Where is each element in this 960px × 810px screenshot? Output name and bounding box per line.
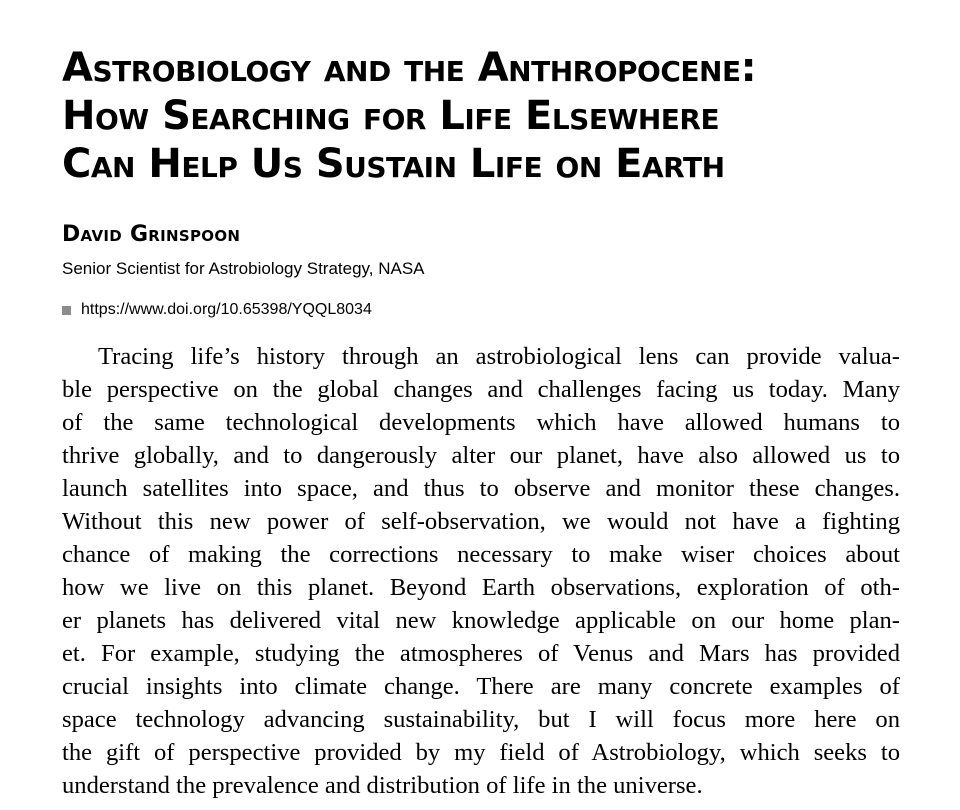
paragraph-line: Tracing life’s history through an astrobiological lens can provide valua- (98, 343, 900, 370)
abstract-paragraph (62, 340, 900, 802)
paragraph-line: how we live on this planet. Beyond Earth observations, exploration of oth- (62, 574, 900, 601)
paragraph-line: er planets has delivered vital new knowledge applicable on our home plan- (62, 607, 900, 634)
title-line: Can Help Us Sustain Life on Earth (62, 141, 725, 187)
paper-title (62, 44, 922, 188)
doi-line (62, 301, 372, 319)
paragraph-line: of the same technological developments which have allowed humans to (62, 409, 900, 436)
paragraph-line: ble perspective on the global changes and challenges facing us today. Many (62, 376, 900, 403)
paragraph-line: chance of making the corrections necessary to make wiser choices about (62, 541, 900, 568)
title-line: Astrobiology and the Anthropocene: (62, 45, 757, 91)
title-line: How Searching for Life Elsewhere (62, 93, 720, 139)
author-affiliation: Senior Scientist for Astrobiology Strategy, NASA (62, 259, 425, 278)
paragraph-line: launch satellites into space, and thus to observe and monitor these changes. (62, 475, 900, 502)
author-name: David Grinspoon (62, 222, 241, 247)
paragraph-line: space technology advancing sustainability, but I will focus more here on (62, 706, 900, 733)
square-bullet-icon (62, 306, 71, 315)
paragraph-line: Without this new power of self-observation, we would not have a fighting (62, 508, 900, 535)
paragraph-line: crucial insights into climate change. There are many concrete examples of (62, 673, 900, 700)
paragraph-line: the gift of perspective provided by my field of Astrobiology, which seeks to (62, 739, 900, 766)
paragraph-line: understand the prevalence and distribution of life in the universe. (62, 772, 703, 799)
paragraph-line: thrive globally, and to dangerously alter our planet, have also allowed us to (62, 442, 900, 469)
doi-link[interactable]: https://www.doi.org/10.65398/YQQL8034 (81, 301, 372, 318)
paragraph-line: et. For example, studying the atmospheres of Venus and Mars has provided (62, 640, 900, 667)
